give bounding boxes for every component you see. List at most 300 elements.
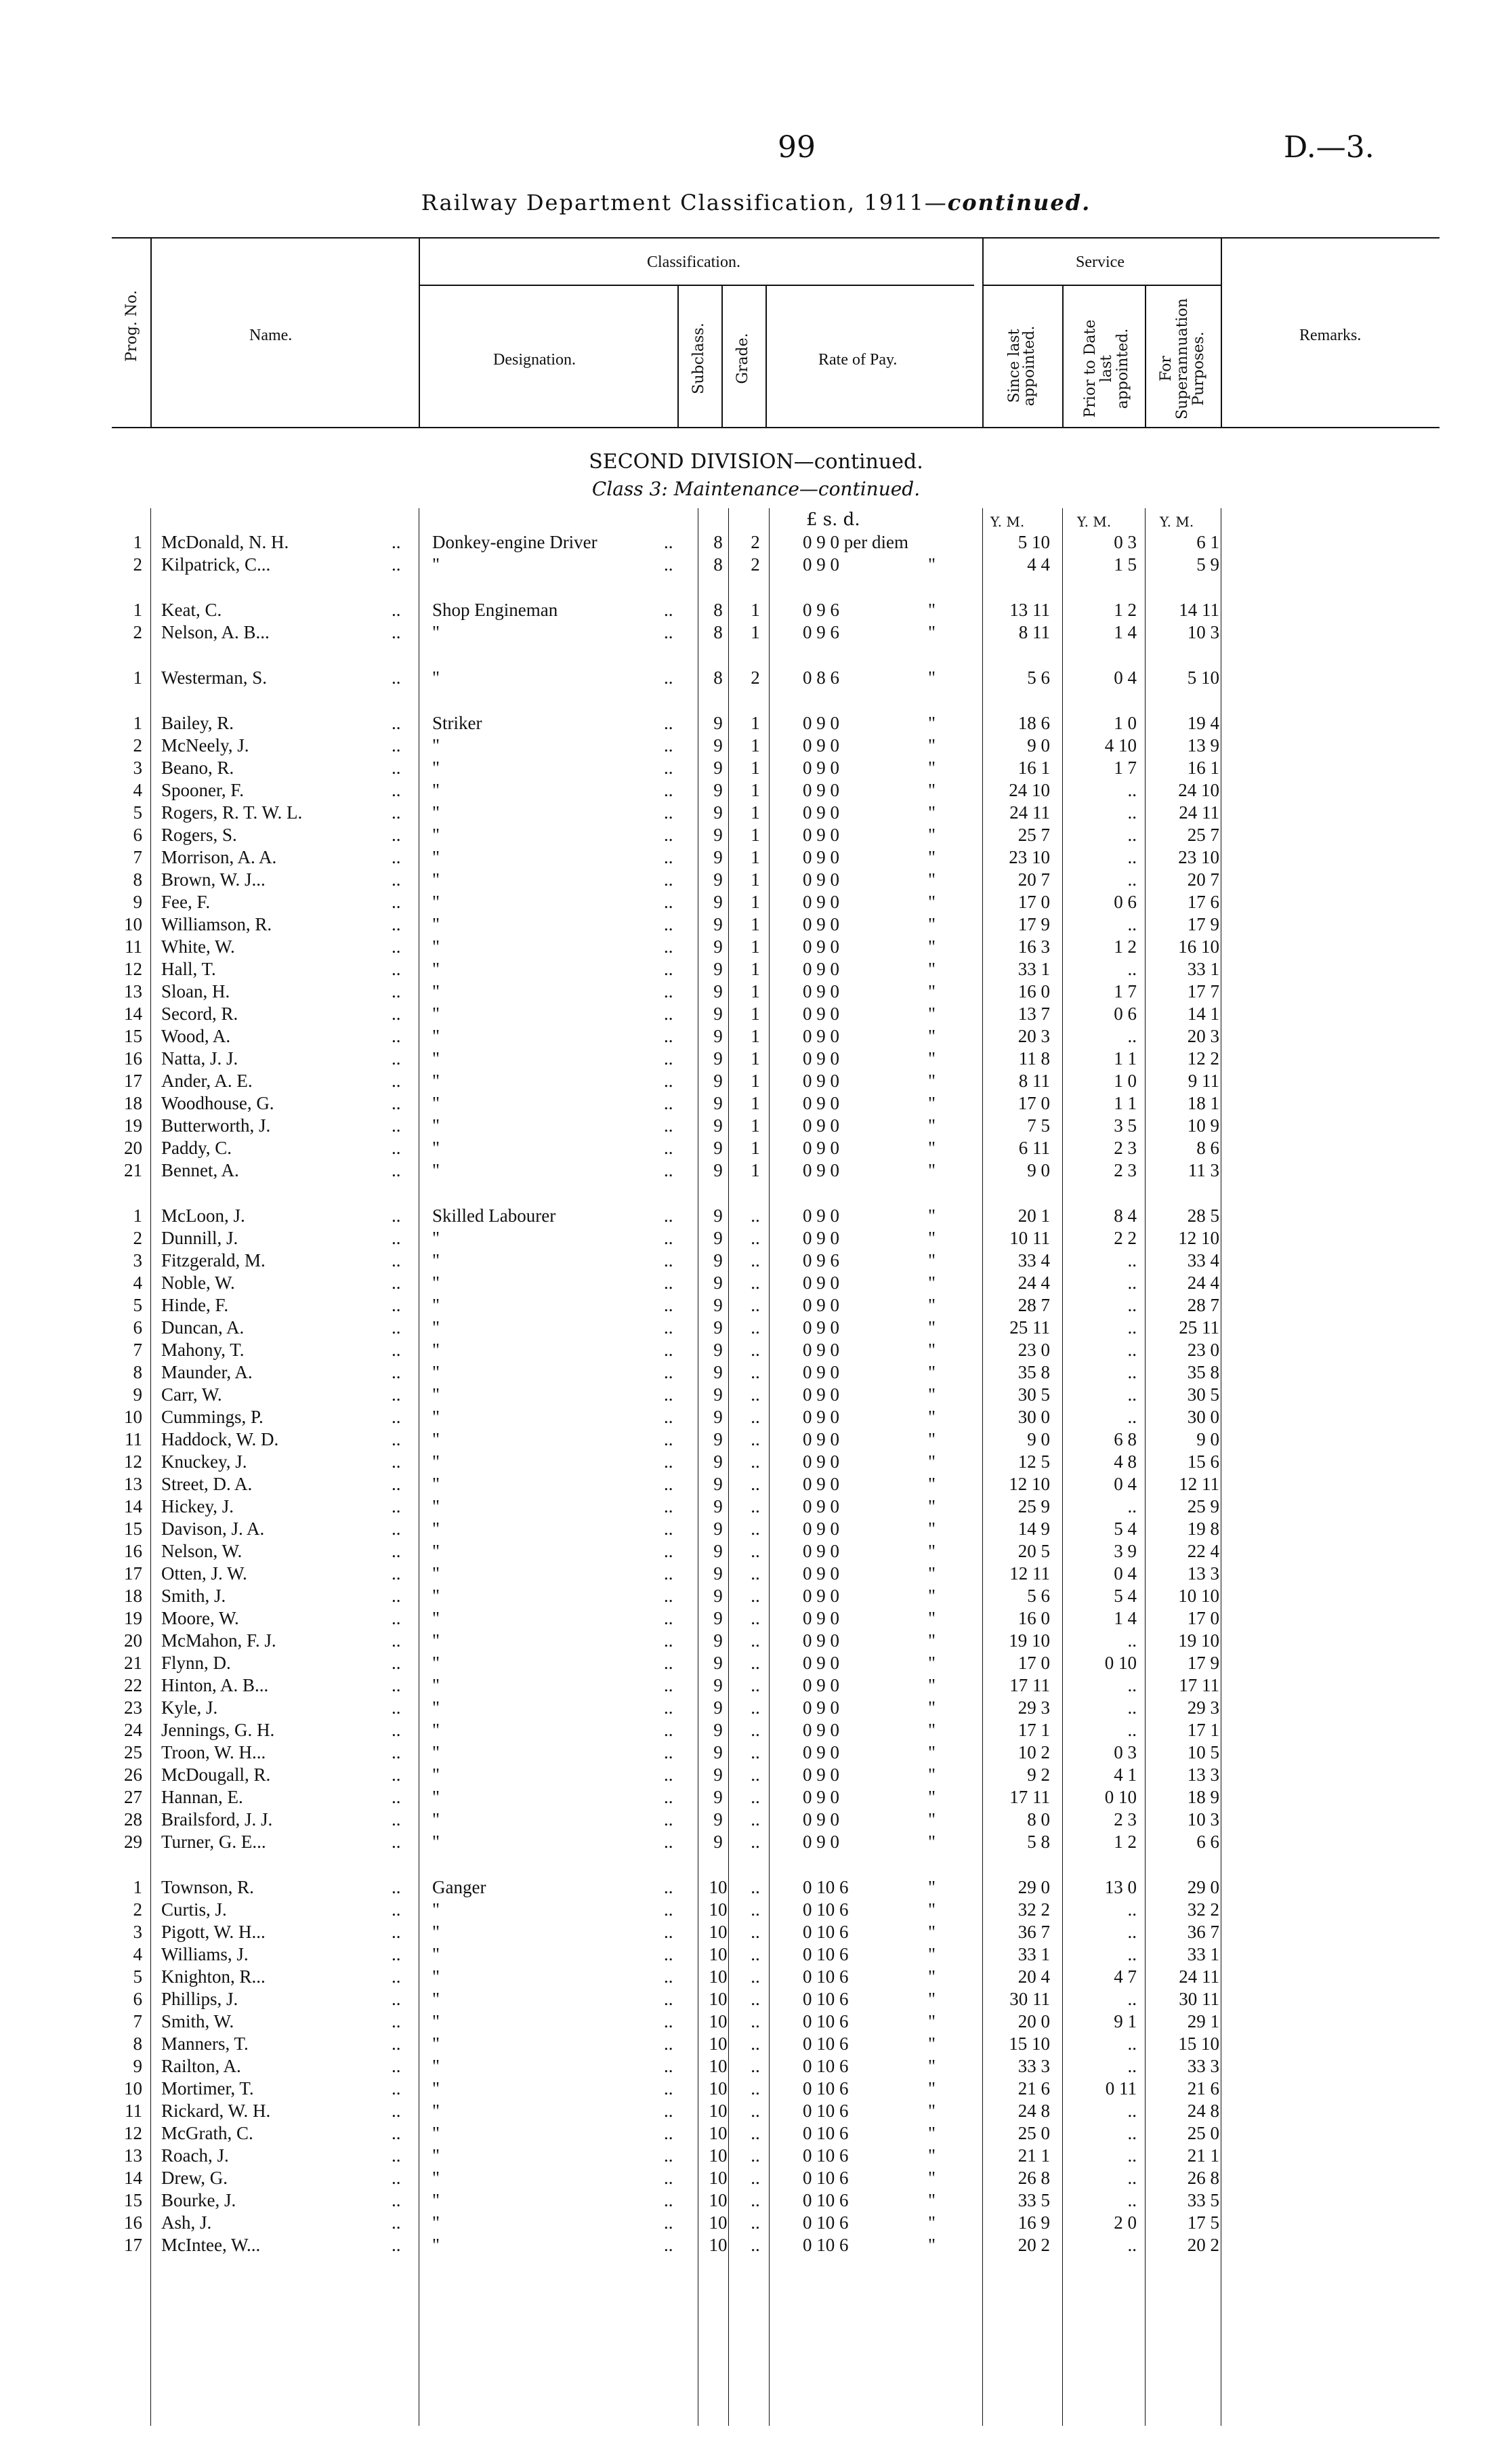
service-superannuation: 15 10 (1178, 2033, 1219, 2054)
rate-of-pay: 0 9 0 (803, 1474, 839, 1494)
designation: Ganger (432, 1877, 486, 1897)
leader-dots: .. (392, 981, 401, 1002)
leader-dots: .. (664, 735, 673, 756)
table-row (0, 667, 1512, 688)
table-row (0, 2101, 1512, 2121)
rate-ditto: " (928, 1071, 936, 1091)
service-since-appointed: 5 6 (1027, 667, 1050, 688)
rate-of-pay: 0 9 0 (803, 1273, 839, 1293)
subclass: 10 (709, 2168, 728, 2188)
leader-dots: .. (664, 802, 673, 823)
leader-dots: .. (664, 1608, 673, 1628)
subclass: 9 (713, 780, 723, 800)
grade: 1 (751, 981, 760, 1002)
rate-ditto: " (928, 2056, 936, 2076)
leader-dots: .. (664, 1742, 673, 1762)
service-superannuation: 30 11 (1179, 1989, 1219, 2009)
leader-dots: .. (392, 1228, 401, 1248)
row-number: 17 (124, 2235, 142, 2255)
rate-ditto: " (928, 780, 936, 800)
service-superannuation: 18 1 (1187, 1093, 1219, 1113)
designation: " (432, 622, 440, 642)
grade: .. (751, 2033, 760, 2054)
table-row (0, 1832, 1512, 1852)
service-since-appointed: 5 6 (1027, 1586, 1050, 1606)
rate-ditto: " (928, 981, 936, 1002)
table-row (0, 2011, 1512, 2031)
grade: .. (751, 1899, 760, 1920)
service-superannuation: 20 2 (1187, 2235, 1219, 2255)
grade: 1 (751, 936, 760, 957)
service-prior: .. (1127, 1273, 1137, 1293)
designation: " (432, 1742, 440, 1762)
service-since-appointed: 21 1 (1017, 2145, 1050, 2166)
leader-dots: .. (392, 1922, 401, 1942)
grade: 1 (751, 959, 760, 979)
service-since-appointed: 20 1 (1017, 1205, 1050, 1226)
leader-dots: .. (392, 2145, 401, 2166)
leader-dots: .. (392, 1653, 401, 1673)
service-since-appointed: 12 11 (1009, 1563, 1050, 1584)
service-superannuation: 24 8 (1187, 2101, 1219, 2121)
rate-of-pay: 0 10 6 (803, 2078, 849, 2099)
grade: .. (751, 1429, 760, 1449)
rate-ditto: " (928, 1764, 936, 1785)
rate-ditto: " (928, 1519, 936, 1539)
service-since-appointed: 16 1 (1017, 758, 1050, 778)
subclass: 9 (713, 1362, 723, 1382)
service-superannuation: 29 3 (1187, 1697, 1219, 1718)
subclass: 9 (713, 1093, 723, 1113)
col-divider (419, 237, 420, 427)
table-row (0, 1586, 1512, 1606)
leader-dots: .. (664, 1720, 673, 1740)
row-number: 1 (133, 1877, 142, 1897)
subclass: 9 (713, 914, 723, 934)
designation: " (432, 735, 440, 756)
designation: " (432, 2011, 440, 2031)
leader-dots: .. (664, 780, 673, 800)
service-superannuation: 32 2 (1187, 1899, 1219, 1920)
leader-dots: .. (664, 1586, 673, 1606)
leader-dots: .. (664, 1160, 673, 1180)
grade: .. (751, 2145, 760, 2166)
designation: Donkey-engine Driver (432, 532, 597, 552)
row-number: 26 (124, 1764, 142, 1785)
service-superannuation: 17 9 (1187, 914, 1219, 934)
subclass: 9 (713, 1317, 723, 1338)
rate-ditto: " (928, 1384, 936, 1405)
designation: " (432, 1071, 440, 1091)
employee-name: Jennings, G. H. (161, 1720, 275, 1740)
designation: " (432, 758, 440, 778)
leader-dots: .. (664, 1250, 673, 1271)
grade: .. (751, 1922, 760, 1942)
service-prior: 5 4 (1114, 1586, 1137, 1606)
subclass: 9 (713, 1653, 723, 1673)
employee-name: Hinde, F. (161, 1295, 229, 1315)
employee-name: Maunder, A. (161, 1362, 253, 1382)
rate-of-pay: 0 9 0 (803, 554, 839, 575)
service-since-appointed: 16 0 (1017, 1608, 1050, 1628)
rate-of-pay: 0 9 0 (803, 1384, 839, 1405)
service-superannuation: 13 3 (1187, 1563, 1219, 1584)
row-number: 12 (124, 2123, 142, 2143)
grade: .. (751, 1809, 760, 1830)
row-number: 14 (124, 1496, 142, 1516)
designation: " (432, 1966, 440, 1987)
rate-of-pay: 0 10 6 (803, 2145, 849, 2166)
rate-ditto: " (928, 1496, 936, 1516)
employee-name: Manners, T. (161, 2033, 249, 2054)
table-row (0, 1608, 1512, 1628)
rate-ditto: " (928, 758, 936, 778)
leader-dots: .. (392, 1809, 401, 1830)
service-since-appointed: 24 4 (1017, 1273, 1050, 1293)
subclass: 9 (713, 1809, 723, 1830)
designation: " (432, 1720, 440, 1740)
employee-name: Knuckey, J. (161, 1451, 247, 1472)
rate-ditto: " (928, 869, 936, 890)
designation: " (432, 1697, 440, 1718)
designation: " (432, 847, 440, 867)
rate-ditto: " (928, 936, 936, 957)
row-number: 24 (124, 1720, 142, 1740)
table-row (0, 1787, 1512, 1807)
leader-dots: .. (664, 1764, 673, 1785)
grade: .. (751, 2235, 760, 2255)
service-prior: 0 6 (1114, 1004, 1137, 1024)
service-superannuation: 24 10 (1178, 780, 1219, 800)
subclass: 9 (713, 1384, 723, 1405)
service-superannuation: 14 1 (1187, 1004, 1219, 1024)
rate-of-pay: 0 9 0 (803, 1093, 839, 1113)
table-row (0, 1273, 1512, 1293)
row-number: 16 (124, 1541, 142, 1561)
row-number: 17 (124, 1563, 142, 1584)
grade: 1 (751, 1071, 760, 1091)
service-prior: 1 2 (1114, 600, 1137, 620)
title-continued: continued. (947, 190, 1091, 215)
subclass: 10 (709, 2033, 728, 2054)
rate-of-pay: 0 9 0 (803, 1742, 839, 1762)
service-since-appointed: 12 10 (1009, 1474, 1050, 1494)
rate-ditto: " (928, 735, 936, 756)
grade: 2 (751, 667, 760, 688)
employee-name: Bourke, J. (161, 2190, 236, 2210)
table-row (0, 1922, 1512, 1942)
leader-dots: .. (664, 1093, 673, 1113)
rate-ditto: " (928, 1899, 936, 1920)
service-since-appointed: 30 0 (1017, 1407, 1050, 1427)
subclass: 9 (713, 1496, 723, 1516)
designation: " (432, 914, 440, 934)
subclass: 9 (713, 1340, 723, 1360)
leader-dots: .. (664, 914, 673, 934)
employee-name: Fitzgerald, M. (161, 1250, 266, 1271)
leader-dots: .. (664, 869, 673, 890)
subclass: 9 (713, 847, 723, 867)
service-since-appointed: 36 7 (1017, 1922, 1050, 1942)
service-superannuation: 35 8 (1187, 1362, 1219, 1382)
employee-name: Otten, J. W. (161, 1563, 247, 1584)
service-superannuation: 13 3 (1187, 1764, 1219, 1785)
leader-dots: .. (392, 936, 401, 957)
service-since-appointed: 14 9 (1017, 1519, 1050, 1539)
leader-dots: .. (392, 1115, 401, 1136)
leader-dots: .. (392, 1317, 401, 1338)
row-number: 6 (133, 825, 142, 845)
service-prior: 0 4 (1114, 1474, 1137, 1494)
service-superannuation: 12 11 (1179, 1474, 1219, 1494)
service-prior: 0 10 (1104, 1653, 1137, 1673)
grade: .. (751, 1720, 760, 1740)
service-superannuation: 15 6 (1187, 1451, 1219, 1472)
grade: .. (751, 1653, 760, 1673)
service-superannuation: 25 7 (1187, 825, 1219, 845)
table-row (0, 2078, 1512, 2099)
rate-of-pay: 0 9 6 (803, 622, 839, 642)
rate-ditto: " (928, 554, 936, 575)
leader-dots: .. (664, 847, 673, 867)
row-number: 4 (133, 1273, 142, 1293)
row-number: 25 (124, 1742, 142, 1762)
row-number: 16 (124, 1048, 142, 1069)
leader-dots: .. (664, 1295, 673, 1315)
table-row (0, 914, 1512, 934)
subclass: 8 (713, 667, 723, 688)
service-superannuation: 24 4 (1187, 1273, 1219, 1293)
col-rate-of-pay: Rate of Pay. (818, 351, 898, 369)
leader-dots: .. (664, 892, 673, 912)
service-superannuation: 5 10 (1187, 667, 1219, 688)
grade: 1 (751, 600, 760, 620)
service-prior: 2 3 (1114, 1160, 1137, 1180)
col-divider (677, 285, 679, 427)
service-superannuation: 9 11 (1188, 1071, 1219, 1091)
grade: .. (751, 1742, 760, 1762)
service-since-appointed: 28 7 (1017, 1295, 1050, 1315)
employee-name: Spooner, F. (161, 780, 245, 800)
employee-name: Butterworth, J. (161, 1115, 271, 1136)
rate-ditto: " (928, 1250, 936, 1271)
rate-ditto: " (928, 1317, 936, 1338)
table-row (0, 1228, 1512, 1248)
col-grade: Grade. (734, 333, 751, 384)
grade: .. (751, 2168, 760, 2188)
designation: " (432, 1832, 440, 1852)
rate-ditto: " (928, 1966, 936, 1987)
service-prior: .. (1127, 1922, 1137, 1942)
service-superannuation: 25 0 (1187, 2123, 1219, 2143)
rate-ditto: " (928, 847, 936, 867)
subclass: 9 (713, 1273, 723, 1293)
rate-ditto: " (928, 1809, 936, 1830)
rate-ditto: " (928, 825, 936, 845)
service-since-appointed: 5 8 (1027, 1832, 1050, 1852)
service-since-appointed: 25 11 (1009, 1317, 1050, 1338)
rate-ditto: " (928, 1608, 936, 1628)
leader-dots: .. (392, 2168, 401, 2188)
employee-name: Williams, J. (161, 1944, 249, 1964)
leader-dots: .. (664, 1474, 673, 1494)
row-number: 9 (133, 2056, 142, 2076)
employee-name: Turner, G. E... (161, 1832, 266, 1852)
grade: 1 (751, 914, 760, 934)
service-prior: 2 2 (1114, 1228, 1137, 1248)
leader-dots: .. (392, 2033, 401, 2054)
designation: " (432, 959, 440, 979)
table-row (0, 1205, 1512, 1226)
row-number: 15 (124, 1026, 142, 1046)
designation: " (432, 1228, 440, 1248)
rate-ditto: " (928, 1205, 936, 1226)
service-prior: 0 4 (1114, 1563, 1137, 1584)
rate-ditto: " (928, 1362, 936, 1382)
rate-ditto: " (928, 1563, 936, 1584)
service-since-appointed: 29 0 (1017, 1877, 1050, 1897)
service-since-appointed: 33 1 (1017, 1944, 1050, 1964)
col-name: Name. (249, 327, 293, 344)
rate-ditto: " (928, 802, 936, 823)
service-prior: 2 3 (1114, 1138, 1137, 1158)
service-superannuation: 28 7 (1187, 1295, 1219, 1315)
table-row (0, 1048, 1512, 1069)
grade: .. (751, 2056, 760, 2076)
rate-of-pay: 0 9 0 (803, 1697, 839, 1718)
col-subclass: Subclass. (690, 323, 707, 394)
service-prior: .. (1127, 869, 1137, 890)
rate-ditto: " (928, 2190, 936, 2210)
employee-name: Mahony, T. (161, 1340, 245, 1360)
rate-ditto: " (928, 2145, 936, 2166)
service-since-appointed: 15 10 (1009, 2033, 1050, 2054)
rate-ditto: " (928, 1922, 936, 1942)
leader-dots: .. (664, 1004, 673, 1024)
rate-of-pay: 0 9 0 (803, 869, 839, 890)
row-number: 2 (133, 1228, 142, 1248)
designation: " (432, 1093, 440, 1113)
designation: " (432, 1764, 440, 1785)
leader-dots: .. (392, 825, 401, 845)
service-superannuation: 23 0 (1187, 1340, 1219, 1360)
classification-rule (419, 285, 974, 286)
leader-dots: .. (664, 1048, 673, 1069)
service-superannuation: 36 7 (1187, 1922, 1219, 1942)
grade: 1 (751, 1026, 760, 1046)
table-row (0, 1474, 1512, 1494)
table-row (0, 981, 1512, 1002)
leader-dots: .. (392, 600, 401, 620)
service-prior: .. (1127, 1362, 1137, 1382)
leader-dots: .. (664, 1384, 673, 1405)
service-superannuation: 5 9 (1196, 554, 1219, 575)
leader-dots: .. (392, 1787, 401, 1807)
leader-dots: .. (392, 892, 401, 912)
employee-name: Haddock, W. D. (161, 1429, 279, 1449)
rate-of-pay: 0 10 6 (803, 2168, 849, 2188)
row-number: 18 (124, 1586, 142, 1606)
leader-dots: .. (392, 1966, 401, 1987)
employee-name: Smith, W. (161, 2011, 234, 2031)
rate-units: £ s. d. (806, 510, 860, 530)
rate-of-pay: 0 10 6 (803, 1989, 849, 2009)
service-prior: .. (1127, 802, 1137, 823)
service-prior: 1 1 (1114, 1093, 1137, 1113)
row-number: 14 (124, 2168, 142, 2188)
service-since-appointed: 17 0 (1017, 1093, 1050, 1113)
designation: " (432, 1451, 440, 1472)
grade: .. (751, 1384, 760, 1405)
leader-dots: .. (664, 1653, 673, 1673)
leader-dots: .. (664, 713, 673, 733)
row-number: 27 (124, 1787, 142, 1807)
service-superannuation: 17 11 (1179, 1675, 1219, 1695)
rate-of-pay: 0 9 0 (803, 981, 839, 1002)
rate-of-pay: 0 10 6 (803, 2212, 849, 2233)
leader-dots: .. (664, 1899, 673, 1920)
leader-dots: .. (392, 802, 401, 823)
employee-name: Ander, A. E. (161, 1071, 253, 1091)
employee-name: Sloan, H. (161, 981, 230, 1002)
designation: " (432, 2145, 440, 2166)
leader-dots: .. (392, 1563, 401, 1584)
rate-of-pay: 0 9 0 (803, 802, 839, 823)
employee-name: Street, D. A. (161, 1474, 253, 1494)
subclass: 10 (709, 1944, 728, 1964)
rate-of-pay: 0 9 0 (803, 758, 839, 778)
leader-dots: .. (392, 1048, 401, 1069)
designation: " (432, 1429, 440, 1449)
subclass: 9 (713, 1429, 723, 1449)
subclass: 9 (713, 1205, 723, 1226)
rate-ditto: " (928, 2123, 936, 2143)
leader-dots: .. (664, 1071, 673, 1091)
service-superannuation: 25 9 (1187, 1496, 1219, 1516)
designation: " (432, 2033, 440, 2054)
grade: .. (751, 2212, 760, 2233)
row-number: 21 (124, 1653, 142, 1673)
col-designation: Designation. (493, 351, 576, 369)
rate-ditto: " (928, 1944, 936, 1964)
row-number: 2 (133, 622, 142, 642)
table-row (0, 1115, 1512, 1136)
grade: 1 (751, 735, 760, 756)
employee-name: Rickard, W. H. (161, 2101, 271, 2121)
col-divider (1062, 285, 1064, 427)
leader-dots: .. (664, 758, 673, 778)
rate-ditto: " (928, 2235, 936, 2255)
employee-name: Morrison, A. A. (161, 847, 277, 867)
service-superannuation: 20 3 (1187, 1026, 1219, 1046)
leader-dots: .. (664, 1966, 673, 1987)
service-superannuation: 16 1 (1187, 758, 1219, 778)
leader-dots: .. (392, 1877, 401, 1897)
row-number: 22 (124, 1675, 142, 1695)
designation: " (432, 1586, 440, 1606)
leader-dots: .. (392, 1742, 401, 1762)
col-divider (765, 285, 767, 427)
grade: 1 (751, 847, 760, 867)
grade: .. (751, 2011, 760, 2031)
service-since-appointed: 17 11 (1009, 1675, 1050, 1695)
service-since-appointed: 10 2 (1017, 1742, 1050, 1762)
rate-of-pay: 0 9 0 (803, 1026, 839, 1046)
leader-dots: .. (664, 1317, 673, 1338)
service-since-appointed: 30 11 (1009, 1989, 1050, 2009)
employee-name: McGrath, C. (161, 2123, 253, 2143)
col-divider (1145, 285, 1146, 427)
